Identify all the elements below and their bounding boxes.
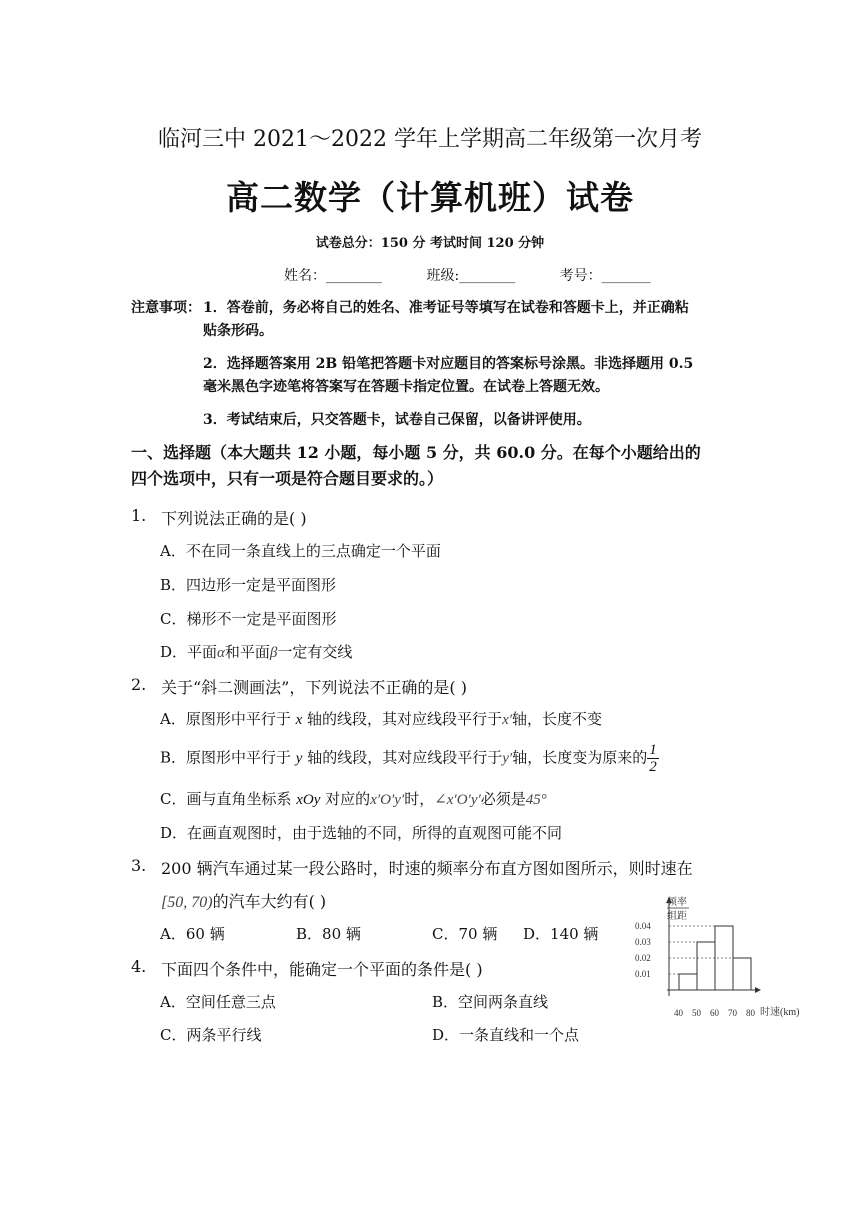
q1-option-d-suffix: 一定有交线 [277,643,353,661]
name-field: 姓名：________ [284,268,382,284]
y-axis-label-top: 频率 [667,897,687,908]
q2-option-a-suffix: 轴，长度不变 [512,710,603,728]
degree-value: 45° [525,792,547,808]
note-2-line-2: 毫米黑色字迹笔将答案写在答题卡指定位置。在试卷上答题无效。 [203,379,609,395]
note-1-line-1: 1．答卷前，务必将自己的姓名、准考证号等填写在试卷和答题卡上，并正确粘 [203,300,689,316]
note-3: 3．考试结束后，只交答题卡，试卷自己保留，以备讲评使用。 [203,412,591,428]
q2-option-b-suffix: 轴，长度变为原来的 [512,748,648,767]
q3-option-c: C．70 辆 [432,925,498,943]
x-tick-label: 60 [710,1008,719,1018]
histogram-bar [679,974,697,990]
q2-option-b-prefix: B．原图形中平行于 [160,748,296,767]
y-prime-symbol: y′ [502,750,513,767]
x-tick-label: 50 [692,1008,701,1018]
student-info-fields [284,265,691,285]
q3-stem-line-1: 200 辆汽车通过某一段公路时，时速的频率分布直方图如图所示，则时速在 [161,859,693,878]
q1-option-b: B．四边形一定是平面图形 [160,576,337,594]
paper-title: 高二数学（计算机班）试卷 [226,178,634,217]
speed-interval: [50, 70) [161,894,213,911]
q3-option-d: D．140 辆 [523,925,599,943]
beta-symbol: β [269,645,278,661]
q3-option-a: A．60 辆 [160,925,225,943]
q1-number: 1. [131,506,147,525]
q3-option-b: B．80 辆 [296,925,361,943]
exam-meta: 试卷总分：150 分 考试时间 120 分钟 [315,236,545,251]
fraction-denominator: 2 [649,759,657,775]
y-symbol: y [295,750,303,767]
q4-option-c: C．两条平行线 [160,1026,262,1044]
histogram-bar [697,942,715,990]
x-tick-label: 40 [674,1008,683,1018]
section-heading-line-1: 一、选择题（本大题共 12 小题，每小题 5 分，共 60.0 分。在每个小题给出的 [131,443,701,462]
q2-option-c-suffix: 必须是 [480,790,526,808]
q2-option-c-middle-2: 时， [404,790,435,808]
y-tick-label: 0.01 [635,969,651,979]
q2-option-b-middle: 轴的线段，其对应线段平行于 [302,748,503,767]
q2-option-b [160,742,659,775]
one-half-fraction [647,742,659,775]
x-axis-label: 时速(km) [760,1007,800,1018]
class-field: 班级:________ [426,268,516,284]
q4-option-b: B．空间两条直线 [432,993,549,1011]
note-2-line-1: 2．选择题答案用 2B 铅笔把答题卡对应题目的答案标号涂黑。非选择题用 0.5 [203,356,694,372]
exam-number-field: 考号：_______ [559,268,651,284]
x-tick-label: 70 [728,1008,737,1018]
q2-option-a-prefix: A．原图形中平行于 [160,710,296,728]
q1-option-d-middle: 和平面 [224,643,270,661]
school-exam-title: 临河三中 2021～2022 学年上学期高二年级第一次月考 [158,127,702,152]
histogram-bar [733,958,751,990]
x-tick-label: 80 [746,1008,755,1018]
q2-option-c-prefix: C．画与直角坐标系 [160,790,297,808]
xoy-prime-symbol: x′O′y′ [370,792,405,808]
q3-stem-line-2 [161,889,326,912]
fraction-numerator: 1 [649,742,657,758]
q1-option-d-prefix: D．平面 [160,643,218,661]
q2-option-c [160,788,547,809]
y-tick-label: 0.02 [635,953,651,963]
q3-stem-tail: 的汽车大约有( ) [212,892,327,911]
y-tick-label: 0.04 [635,921,651,931]
q2-stem: 关于“斜二测画法”，下列说法不正确的是( ) [161,678,467,697]
q2-option-c-middle: 对应的 [320,790,371,808]
angle-symbol: ∠x′O′y′ [434,792,481,808]
q2-option-d: D．在画直观图时，由于选轴的不同，所得的直观图可能不同 [160,824,563,842]
note-1-line-2: 贴条形码。 [203,323,273,339]
q4-number: 4. [131,957,147,976]
y-tick-label: 0.03 [635,937,651,947]
q1-option-d [160,641,352,662]
section-heading-line-2: 四个选项中，只有一项是符合题目要求的。） [131,469,444,488]
q1-option-c: C．梯形不一定是平面图形 [160,610,337,628]
y-axis-label-bottom: 组距 [667,911,687,922]
x-symbol: x [295,712,303,728]
q1-stem: 下列说法正确的是( ) [161,509,307,528]
q4-option-a: A．空间任意三点 [160,993,276,1011]
notes-label: 注意事项： [131,300,201,316]
speed-frequency-histogram [633,890,818,1020]
x-prime-symbol: x′ [502,712,513,728]
q3-number: 3. [131,856,147,875]
q2-option-a-middle: 轴的线段，其对应线段平行于 [302,710,503,728]
q2-option-a [160,708,602,729]
q4-stem: 下面四个条件中，能确定一个平面的条件是( ) [161,960,483,979]
alpha-symbol: α [217,645,225,661]
q1-option-a: A．不在同一条直线上的三点确定一个平面 [160,542,441,560]
q4-option-d: D．一条直线和一个点 [432,1026,580,1044]
q2-number: 2. [131,675,147,694]
xoy-symbol: xOy [296,792,321,808]
